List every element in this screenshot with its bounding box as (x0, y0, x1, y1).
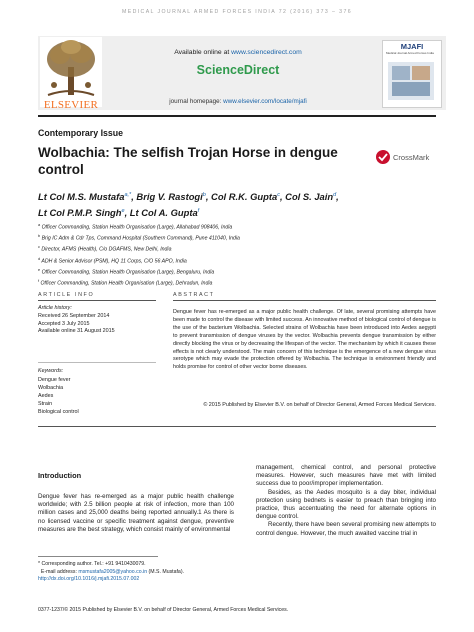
affiliation: $^e$ Officer Commanding, Station Health Organisation (Large), Bengaluru, India (38, 267, 215, 276)
author-list: Lt Col M.S. Mustafa$^{a,*}$, Brig V. Rastogi$^b$, Col R.K. Gupta$^c$, Col S. Jain$^d$, Lt Col P.M.P. Singh$^e$, Lt Col A. Gupta$^f$ (38, 191, 339, 219)
cover-image (388, 62, 434, 100)
paragraph: Recently, there have been several promising new attempts to control dengue. However, the much awaited vaccine trial in (256, 521, 436, 537)
available-prefix: Available online at (174, 49, 232, 56)
sciencedirect-link[interactable]: www.sciencedirect.com (231, 49, 302, 56)
keywords-divider (38, 362, 156, 363)
intro-column-2 (256, 464, 436, 538)
masthead-rule (38, 115, 436, 117)
homepage-prefix: journal homepage: (169, 98, 224, 105)
affiliation: $^f$ Officer Commanding, Station Health Organisation (Large), Dehradun, India (38, 279, 213, 287)
article-history (38, 305, 138, 336)
corresponding-author: * Corresponding author. Tel.: +91 9410430079. (38, 561, 146, 567)
paragraph: management, chemical control, and personal protective measures. However, such measures have met with limited success due to poor/improper implementation. (256, 464, 436, 488)
keyword: Wolbachia (38, 385, 64, 392)
cover-title: MJAFI (400, 42, 424, 51)
elsevier-tree-logo (40, 37, 102, 107)
front-matter-rule (38, 426, 436, 427)
section-label: Contemporary Issue (38, 128, 124, 138)
author[interactable]: Lt Col A. Gupta$^f$ (129, 207, 200, 219)
affiliations (38, 221, 458, 288)
author[interactable]: Brig V. Rastogi$^b$ (136, 191, 206, 203)
received-date: Received 26 September 2014 (38, 312, 110, 319)
history-label: Article history: (38, 305, 72, 311)
author[interactable]: Lt Col M.S. Mustafa$^{a,*}$ (38, 191, 132, 203)
running-header: MEDICAL JOURNAL ARMED FORCES INDIA 72 (2016) 373 – 376 (121, 9, 353, 15)
homepage-link[interactable]: www.elsevier.com/locate/mjafi (223, 98, 307, 105)
article-info-heading: ARTICLE INFO (38, 292, 95, 298)
email-link[interactable]: msmustafa2005@yahoo.co.in (78, 568, 148, 575)
crossmark-icon[interactable] (375, 149, 441, 165)
paragraph: Besides, as the Aedes mosquito is a day biter, individual protection using bednets is easier to preach than bringing into practice, thus accentuating the need for alternate options in dengue control. (256, 488, 436, 521)
accepted-date: Accepted 3 July 2015 (38, 320, 90, 327)
keyword-list (38, 376, 79, 416)
abstract-copyright: © 2015 Published by Elsevier B.V. on behalf of Director General, Armed Forces Medical Services. (203, 402, 436, 408)
doi-link[interactable]: http://dx.doi.org/10.1016/j.mjafi.2015.07.002 (38, 576, 140, 583)
affiliation: $^c$ Director, AFMS (Health), C/o DGAFMS, New Delhi, India (38, 245, 172, 254)
online-date: Available online 31 August 2015 (38, 328, 115, 335)
footnote-rule (38, 556, 158, 557)
keyword: Biological control (38, 409, 79, 416)
footnotes (38, 561, 338, 584)
author[interactable]: Lt Col P.M.P. Singh$^e$ (38, 207, 125, 219)
author[interactable]: Col S. Jain$^d$ (285, 191, 337, 203)
keyword: Dengue fever (38, 377, 71, 383)
issn-line: 0377-1237/© 2015 Published by Elsevier B.V. on behalf of Director General, Armed Forces Medical Services. (38, 607, 289, 613)
abstract-rule (173, 300, 436, 301)
author[interactable]: Col R.K. Gupta$^c$ (211, 191, 280, 203)
article-title: Wolbachia: The selfish Trojan Horse in dengue control (38, 145, 338, 177)
publisher-name: ELSEVIER (43, 99, 99, 111)
email-line: E-mail address: msmustafa2005@yahoo.co.in (M.S. Mustafa). (40, 568, 184, 575)
keyword: Aedes (38, 393, 54, 400)
affiliation: $^d$ ADH & Senior Advisor (PSM), HQ 11 Corps, C/O 56 APO, India (38, 256, 187, 265)
article-info-rule (38, 300, 156, 301)
intro-column-1 (38, 493, 234, 534)
abstract-text: Dengue fever has re-emerged as a major public health challenge. Of late, several promising attempts have been made to control the disease with limited success. An innovative method of biological control of dengue is the use of the bacterium Wolbachia. Selected strains of Wolbachia have been introduced into Aedes aegypti to prevent transmission of dengue viruses by the vector. Wolbachia prevents dengue transmission by either directly blocking the virus or by decreasing the lifespan of the vector. The mechanism by which it causes these effects is not clearly understood. The main concern of this technique is the emergence of a new dengue virus serotype which may evade the protection offered by Wolbachia. The technique is environment friendly and holds promise for control of other vector borne diseases. (173, 309, 436, 371)
paragraph: Dengue fever has re-emerged as a major public health challenge worldwide; with 2.5 billion people at risk of infection, more than 100 million cases and 25,000 deaths being reported annually.1 As there is no licensed vaccine or specific treatment against dengue, preventive measures are the best strategy, which consist mainly of environmental (38, 493, 234, 533)
cover-subtitle: Medical Journal Armed Forces India (386, 51, 434, 55)
crossmark-label: CrossMark (393, 153, 430, 162)
affiliation: $^a$ Officer Commanding, Station Health Organisation (Large), Allahabad 908406, India (38, 223, 233, 231)
intro-heading: Introduction (38, 471, 82, 480)
abstract-heading: ABSTRACT (173, 292, 215, 298)
journal-homepage (100, 98, 376, 105)
keyword: Strain (38, 401, 53, 408)
affiliation: $^b$ Brig IC Adm & Cdr Tps, Command Hospital (Southern Command), Pune 411040, India (38, 234, 240, 242)
sciencedirect-brand: ScienceDirect (196, 63, 280, 77)
keywords-label: Keywords: (38, 368, 64, 374)
available-online (100, 49, 376, 56)
